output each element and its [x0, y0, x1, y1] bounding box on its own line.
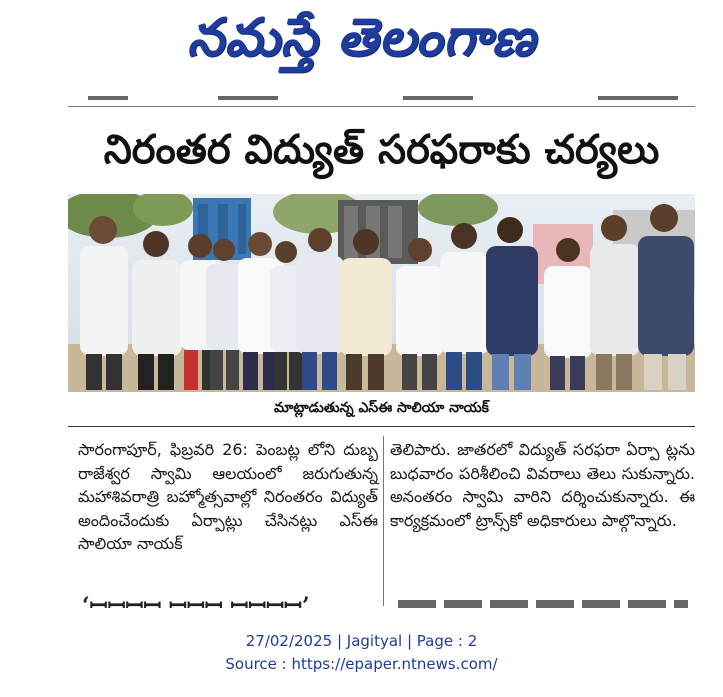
masthead — [0, 0, 723, 88]
source-link[interactable]: Source : https://epaper.ntnews.com/ — [225, 655, 498, 673]
column-divider — [383, 436, 384, 606]
newspaper-logo: నమస్తే తెలంగాణ — [187, 7, 536, 68]
article-column-left: సారంగాపూర్, ఫిబ్రవరి 26: పెంబట్ల లోని దుబ్బ రాజేశ్వర స్వామి ఆలయంలో జరుగుతున్న మహాశివరాత్రి బహ్మోత్సవాల్లో నిరంతరం విద్యుత్ అందించేందుకు ఏర్పాట్లు చేసినట్లు ఎస్ఈ సాలియా నాయక్ — [78, 440, 378, 553]
article-photo — [68, 194, 695, 392]
article-clip — [68, 92, 695, 612]
next-article-edge: ‘ꟷꟷꟷꟷ ꟷꟷꟷ ꟷꟷꟷꟷ’ — [68, 594, 695, 612]
previous-article-edge — [68, 92, 695, 107]
edition-info: 27/02/2025 | Jagityal | Page : 2 — [245, 632, 478, 650]
caption-divider — [68, 426, 695, 427]
epaper-footer — [0, 630, 723, 676]
article-headline: నిరంతర విద్యుత్ సరఫరాకు చర్యలు — [103, 126, 660, 173]
photo-caption: మాట్లాడుతున్న ఎస్ఈ సాలియా నాయక్ — [274, 400, 489, 416]
article-column-right: తెలిపారు. జాతరలో విద్యుత్ సరఫరా ఏర్పా ట్లను బుధవారం పరిశీలించి వివరాలు తెలు సుకున్నారు. అనంతరం స్వామి వారిని దర్శించుకున్నారు. ఈ కార్యక్రమంలో ట్రాన్స్‌కో అధికారులు పాల్గొన్నారు. — [390, 440, 695, 530]
group-photo-illustration — [68, 194, 695, 392]
